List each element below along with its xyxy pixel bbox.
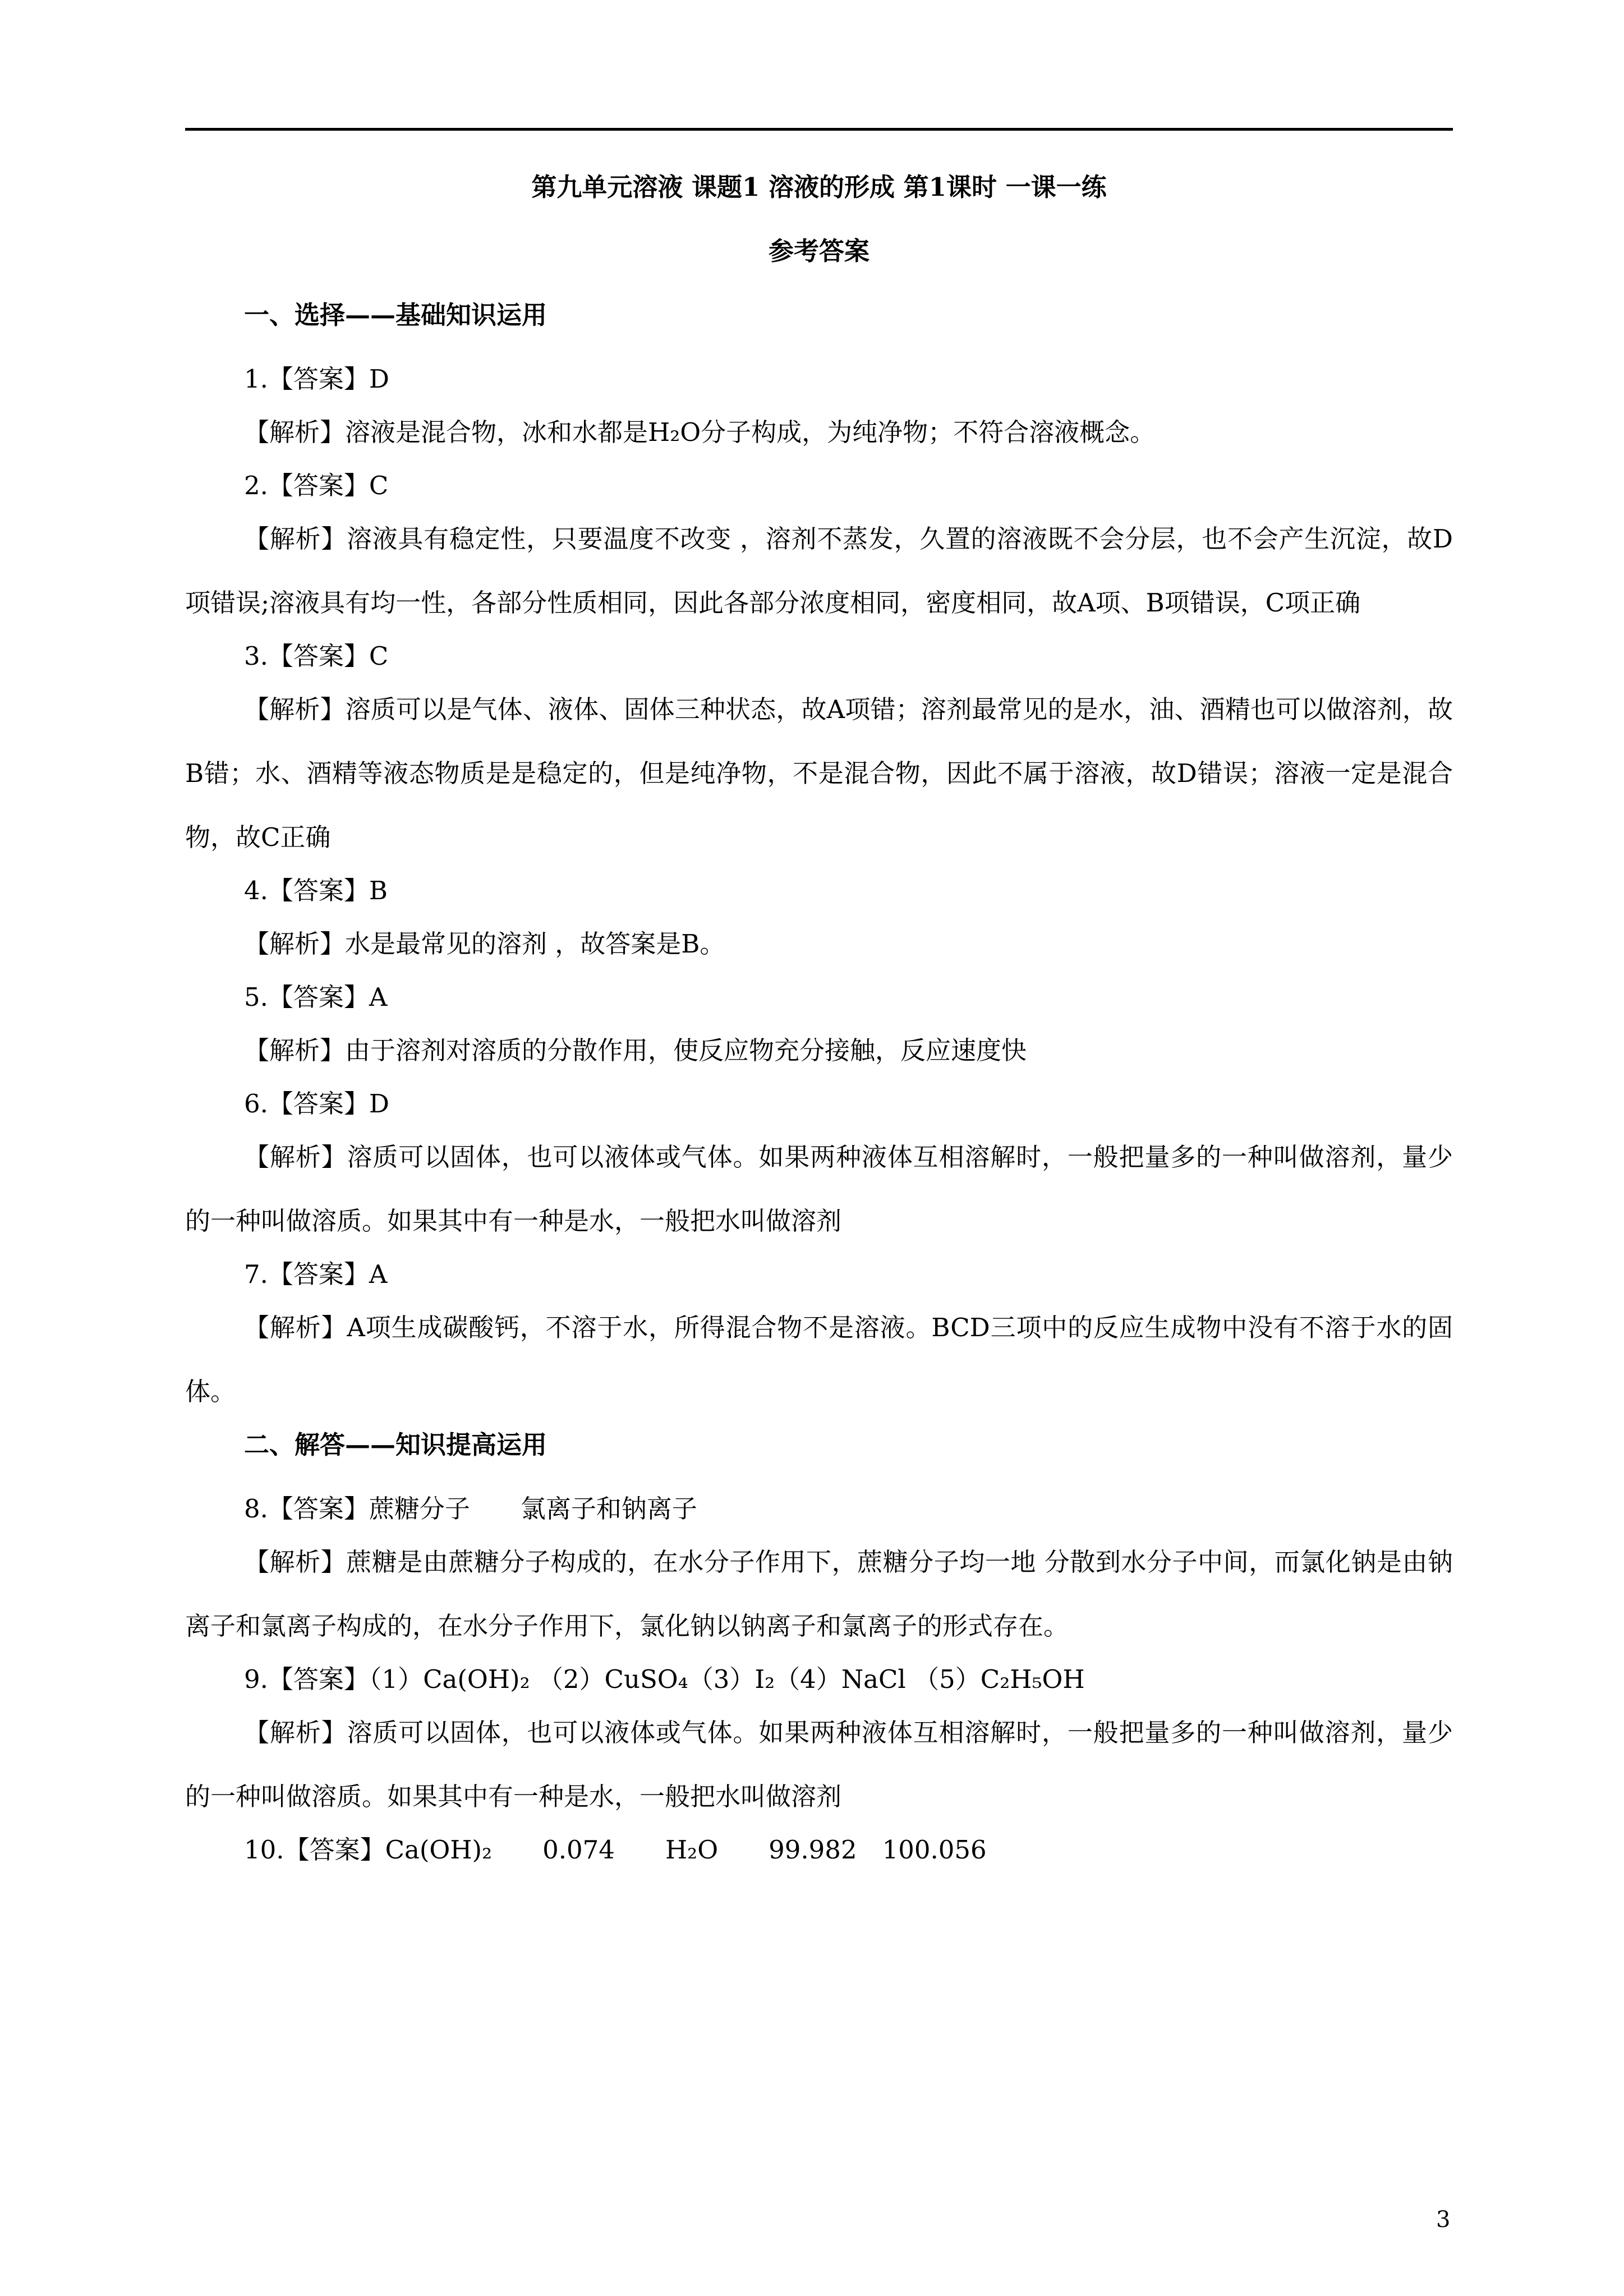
- analysis-paragraph: 【解析】溶质可以固体，也可以液体或气体。如果两种液体互相溶解时，一般把量多的一种叫做溶剂，量少的一种叫做溶质。如果其中有一种是水，一般把水叫做溶剂: [185, 1718, 1453, 1811]
- analysis-paragraph: 【解析】由于溶剂对溶质的分散作用，使反应物充分接触，反应速度快: [244, 1036, 1027, 1065]
- answer-line: 3.【答案】C: [244, 641, 389, 671]
- analysis-paragraph: 【解析】溶液是混合物，冰和水都是H₂O分子构成，为纯净物；不符合溶液概念。: [244, 417, 1156, 447]
- answer-line: 4.【答案】B: [244, 876, 388, 905]
- page-title: 第九单元溶液 课题1 溶液的形成 第1课时 一课一练: [531, 172, 1107, 202]
- answer-line: 8.【答案】蔗糖分子 氯离子和钠离子: [244, 1494, 697, 1524]
- document-body: [185, 163, 1453, 1871]
- answer-line: 5.【答案】A: [244, 982, 388, 1012]
- analysis-paragraph: 【解析】蔗糖是由蔗糖分子构成的，在水分子作用下，蔗糖分子均一地 分散到水分子中间，而氯化钠是由钠离子和氯离子构成的，在水分子作用下，氯化钠以钠离子和氯离子的形式存在。: [185, 1547, 1453, 1641]
- answer-line: 10.【答案】Ca(OH)₂ 0.074 H₂O 99.982 100.056: [244, 1835, 987, 1865]
- answer-line: 6.【答案】D: [244, 1089, 390, 1119]
- section-heading-answer: 二、解答——知识提高运用: [244, 1430, 548, 1460]
- analysis-paragraph: 【解析】溶质可以是气体、液体、固体三种状态，故A项错；溶剂最常见的是水，油、酒精也可以做溶剂，故B错；水、酒精等液态物质是是稳定的，但是纯净物，不是混合物，因此不属于溶液，故D错误；溶液一定是混合物，故C正确: [185, 694, 1453, 852]
- answer-line: 7.【答案】A: [244, 1259, 388, 1289]
- section-heading-choice: 一、选择——基础知识运用: [244, 300, 548, 330]
- analysis-paragraph: 【解析】溶液具有稳定性，只要温度不改变 ，溶剂不蒸发，久置的溶液既不会分层，也不会产生沉淀，故D项错误;溶液具有均一性，各部分性质相同，因此各部分浓度相同，密度相同，故A项、B项错误，C项正确: [185, 524, 1453, 618]
- page-subtitle: 参考答案: [768, 236, 869, 266]
- page-number: 3: [1436, 2207, 1451, 2233]
- answer-line: 1.【答案】D: [244, 364, 390, 394]
- header-rule: [185, 128, 1453, 131]
- answer-line: 9.【答案】（1）Ca(OH)₂ （2）CuSO₄（3）I₂（4）NaCl （5）C₂H₅OH: [244, 1664, 1085, 1694]
- analysis-paragraph: 【解析】A项生成碳酸钙，不溶于水，所得混合物不是溶液。BCD三项中的反应生成物中没有不溶于水的固体。: [185, 1313, 1453, 1406]
- analysis-paragraph: 【解析】溶质可以固体，也可以液体或气体。如果两种液体互相溶解时，一般把量多的一种叫做溶剂，量少的一种叫做溶质。如果其中有一种是水，一般把水叫做溶剂: [185, 1142, 1453, 1236]
- analysis-paragraph: 【解析】水是最常见的溶剂 ，故答案是B。: [244, 929, 725, 959]
- answer-line: 2.【答案】C: [244, 471, 389, 500]
